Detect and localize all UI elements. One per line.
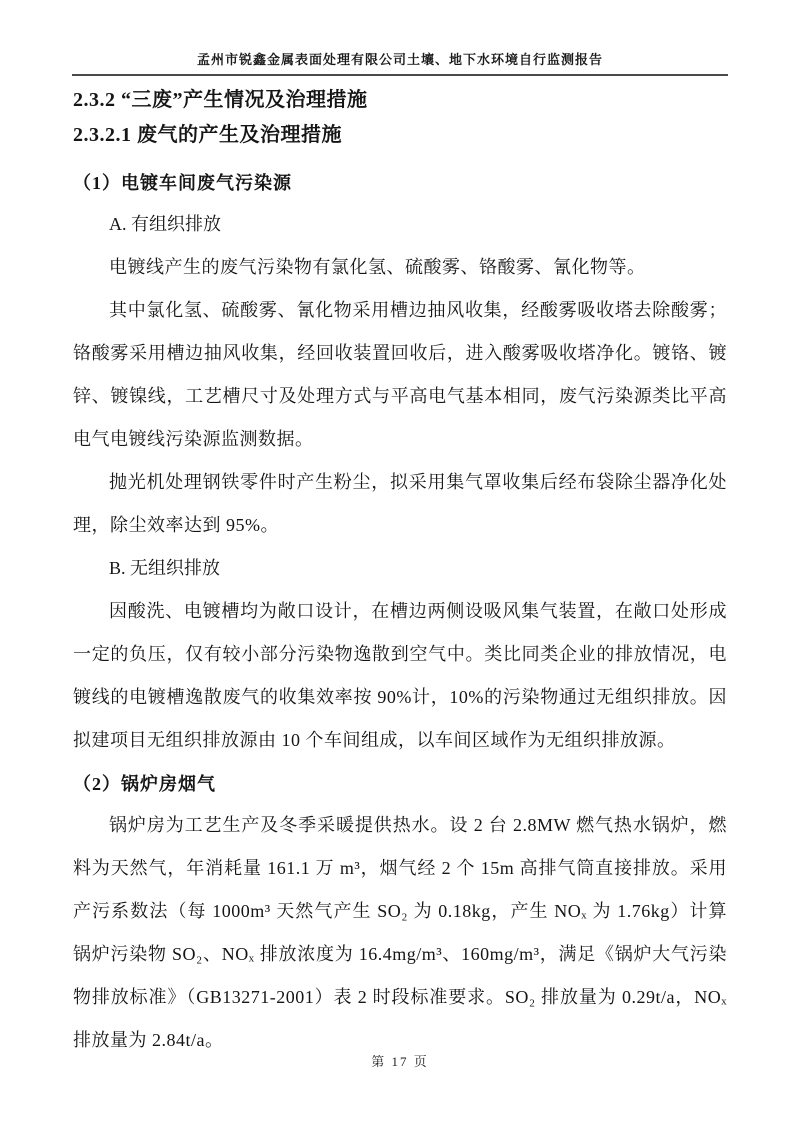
header-title: 孟州市锐鑫金属表面处理有限公司土壤、地下水环境自行监测报告: [196, 52, 603, 67]
subheading-a-organized-emission: A. 有组织排放: [109, 214, 221, 234]
paragraph-plating-pollutants: 电镀线产生的废气污染物有氯化氢、硫酸雾、铬酸雾、氰化物等。: [109, 257, 646, 277]
header-divider: [72, 74, 728, 76]
paragraph-unorganized-emission: 因酸洗、电镀槽均为敞口设计，在槽边两侧设吸风集气装置，在敞口处形成一定的负压，仅有较小部分污染物逸散到空气中。类比同类企业的排放情况，电镀线的电镀槽逸散废气的收集效率按 90%计，10%的污染物通过无组织排放。因拟建项目无组织排放源由 10 个车间组成，以车间区域作为无组织排放源。: [73, 601, 727, 750]
subsection-heading-item-2: （2）锅炉房烟气: [73, 774, 216, 794]
section-heading-2-3-2-1: 2.3.2.1 废气的产生及治理措施: [73, 124, 342, 146]
paragraph-collection-treatment: 其中氯化氢、硫酸雾、氰化物采用槽边抽风收集，经酸雾吸收塔去除酸雾；铬酸雾采用槽边抽风收集，经回收装置回收后，进入酸雾吸收塔净化。镀铬、镀锌、镀镍线，工艺槽尺寸及处理方式与平高电气基本相同，废气污染源类比平高电气电镀线污染源监测数据。: [73, 300, 727, 449]
page-number: 第 17 页: [371, 1054, 429, 1069]
subsection-heading-item-1: （1）电镀车间废气污染源: [73, 173, 292, 193]
subheading-b-unorganized-emission: B. 无组织排放: [109, 558, 221, 578]
paragraph-polishing-dust: 抛光机处理钢铁零件时产生粉尘，拟采用集气罩收集后经布袋除尘器净化处理，除尘效率达到 95%。: [73, 472, 727, 535]
section-heading-2-3-2: 2.3.2 “三废”产生情况及治理措施: [73, 89, 368, 111]
page-header: [0, 0, 800, 68]
page-footer: [0, 1051, 800, 1070]
document-body: [0, 83, 800, 1062]
paragraph-boiler-flue-gas: 锅炉房为工艺生产及冬季采暖提供热水。设 2 台 2.8MW 燃气热水锅炉，燃料为天然气，年消耗量 161.1 万 m³，烟气经 2 个 15m 高排气筒直接排放。采用产污系数法（每 1000m³ 天然气产生 SO₂ 为 0.18kg，产生 NOₓ 为 1.76kg）计算锅炉污染物 SO₂、NOₓ 排放浓度为 16.4mg/m³、160mg/m³，满足《锅炉大气污染物排放标准》（GB13271-2001）表 2 时段标准要求。SO₂ 排放量为 0.29t/a，NOₓ 排放量为 2.84t/a。: [73, 815, 727, 1050]
